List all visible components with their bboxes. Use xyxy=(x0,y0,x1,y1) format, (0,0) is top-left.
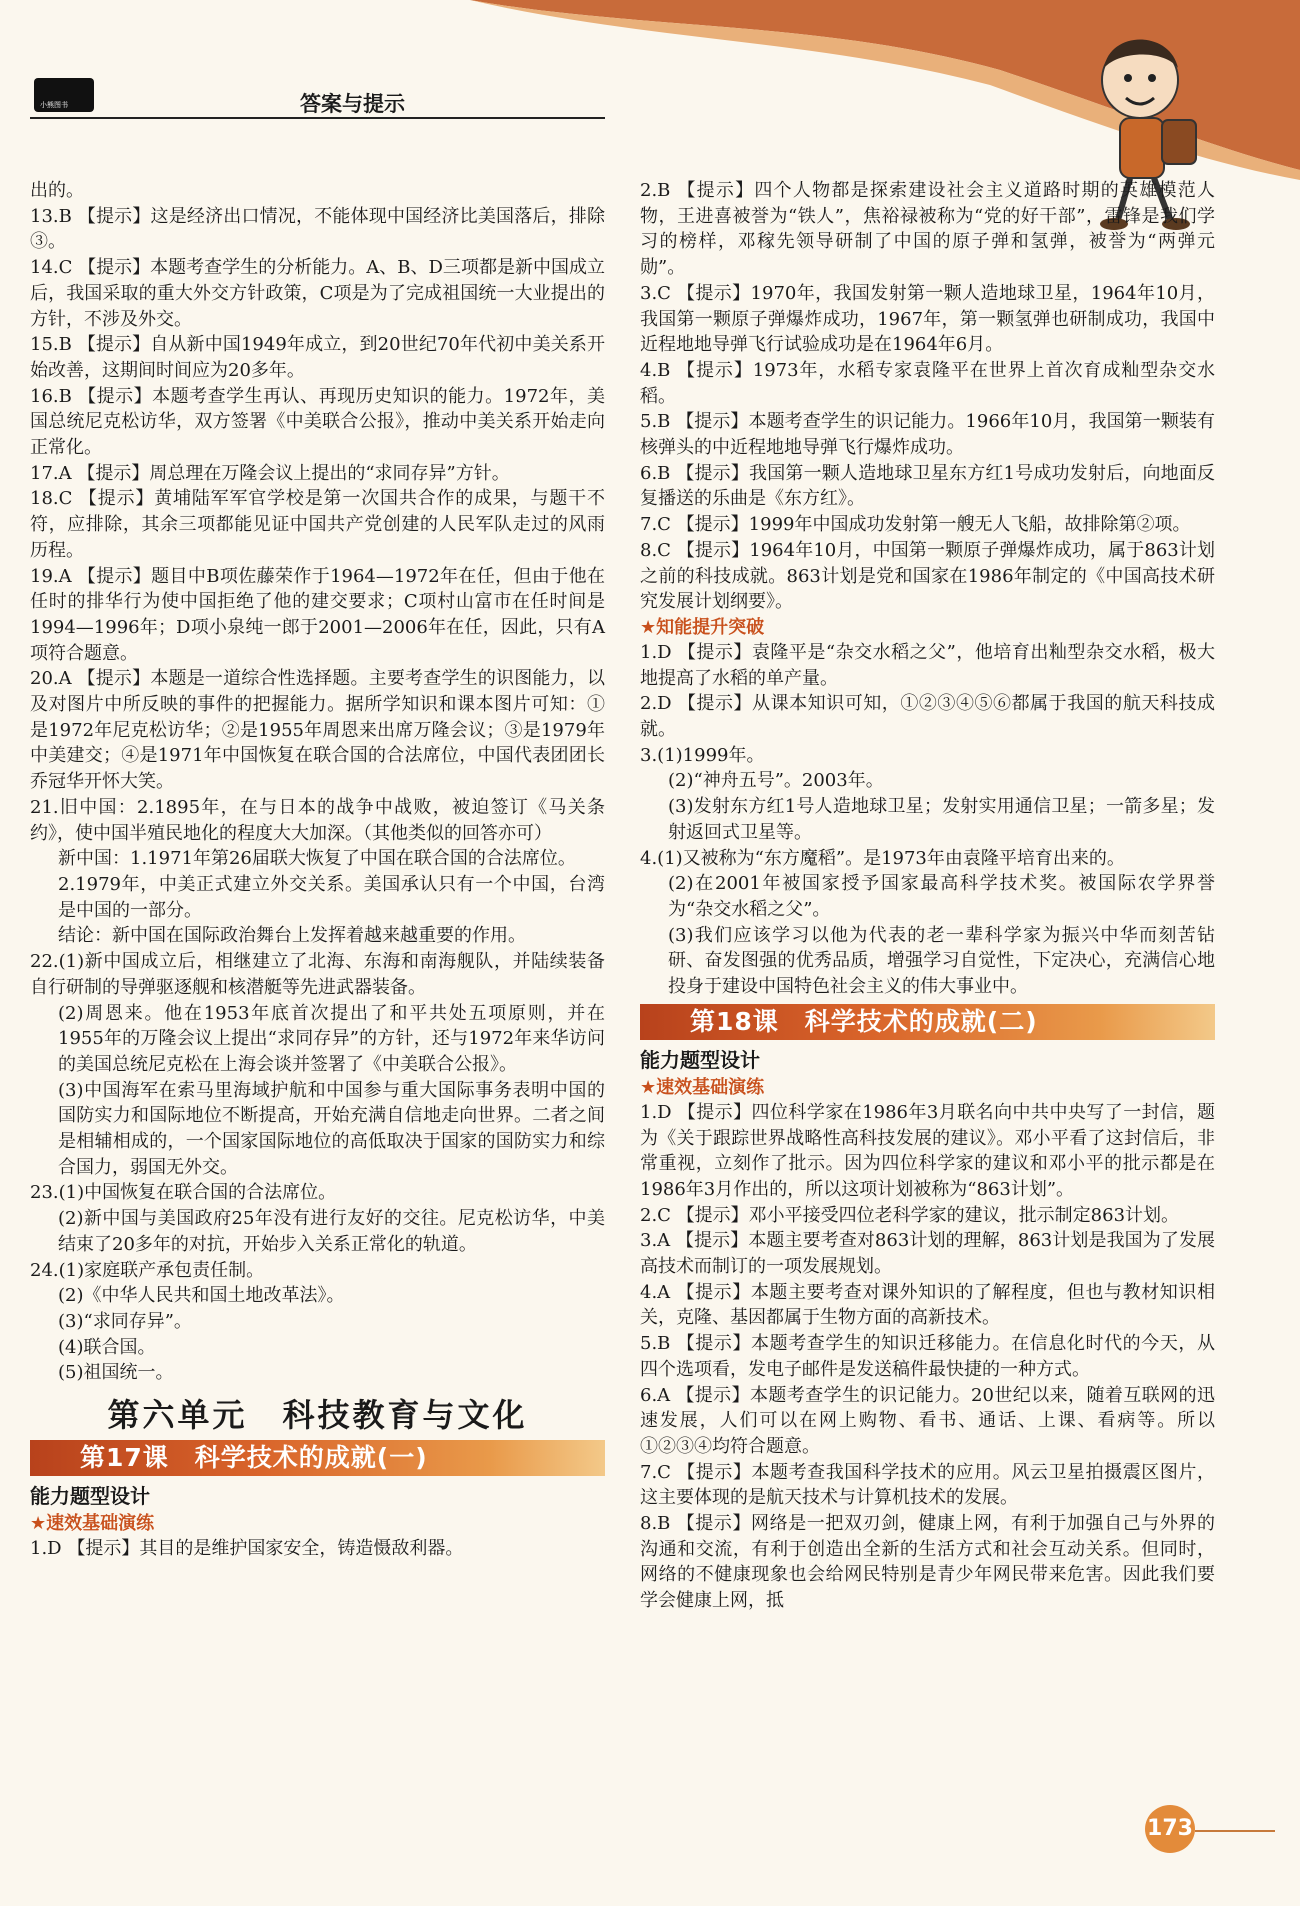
answer-item: 19.A 【提示】题目中B项佐藤荣作于1964—1972年在任，但由于他在任时的排华行为使中国拒绝了他的建交要求；C项村山富市在任时间是1994—1996年；D项小泉纯一郎于2001—2006年在任，因此，只有A项符合题意。 xyxy=(30,565,605,664)
answer-item: 1.D 【提示】其目的是维护国家安全，铸造慑敌利器。 xyxy=(30,1538,464,1560)
answer-item: 24.(1)家庭联产承包责任制。 xyxy=(30,1259,265,1281)
answer-item: 14.C 【提示】本题考查学生的分析能力。A、B、D三项都是新中国成立后，我国采取的重大外交方针政策，C项是为了完成祖国统一大业提出的方针，不涉及外交。 xyxy=(30,257,605,330)
lesson-18-title-bar: 第18课 科学技术的成就(二) xyxy=(640,1004,1215,1040)
answer-item: 20.A 【提示】本题是一道综合性选择题。主要考查学生的识图能力，以及对图片中所反映的事件的把握能力。据所学知识和课本图片可知：①是1972年尼克松访华；②是1955年周恩来出席万隆会议；③是1979年中美建交；④是1971年中国恢复在联合国的合法席位，中国代表团团长乔冠华开怀大笑。 xyxy=(30,668,605,793)
answer-item: 4.(1)又被称为“东方魔稻”。是1973年由袁隆平培育出来的。 xyxy=(640,847,1125,869)
answer-subitem: (3)我们应该学习以他为代表的老一辈科学家为振兴中华而刻苦钻研、奋发图强的优秀品质，增强学习自觉性，下定决心，充满信心地投身于建设中国特色社会主义的伟大事业中。 xyxy=(668,924,1215,998)
publisher-logo: 小熊图书 xyxy=(34,78,94,112)
answer-subitem: (3)中国海军在索马里海域护航和中国参与重大国际事务表明中国的国防实力和国际地位不断提高，开始充满自信地走向世界。二者之间是相辅相成的，一个国家国际地位的高低取决于国家的国防实力和综合国力，弱国无外交。 xyxy=(58,1079,605,1178)
answer-item: 8.C 【提示】1964年10月，中国第一颗原子弹爆炸成功，属于863计划之前的科技成就。863计划是党和国家在1986年制定的《中国高技术研究发展计划纲要》。 xyxy=(640,539,1215,613)
answer-item: 18.C 【提示】黄埔陆军军官学校是第一次国共合作的成果，与题干不符，应排除，其余三项都能见证中国共产党创建的人民军队走过的风雨历程。 xyxy=(30,488,605,561)
answer-item: 3.(1)1999年。 xyxy=(640,744,765,766)
answer-subitem: (2)新中国与美国政府25年没有进行友好的交往。尼克松访华，中美结束了20多年的对抗，开始步入关系正常化的轨道。 xyxy=(58,1208,605,1255)
drill-heading: ★速效基础演练 xyxy=(640,1076,765,1098)
answer-item: 4.B 【提示】1973年，水稻专家袁隆平在世界上首次育成籼型杂交水稻。 xyxy=(640,359,1215,407)
answer-item: 22.(1)新中国成立后，相继建立了北海、东海和南海舰队，并陆续装备自行研制的导弹驱逐舰和核潜艇等先进武器装备。 xyxy=(30,951,605,998)
answer-item: 4.A 【提示】本题主要考查对课外知识的了解程度，但也与教材知识相关，克隆、基因都属于生物方面的高新技术。 xyxy=(640,1281,1215,1329)
header-title: 答案与提示 xyxy=(300,92,405,116)
answer-subitem: (2)周恩来。他在1953年底首次提出了和平共处五项原则，并在1955年的万隆会议上提出“求同存异”的方针，还与1972年来华访问的美国总统尼克松在上海会谈并签署了《中美联合公报》。 xyxy=(58,1002,605,1075)
answer-item: 3.A 【提示】本题主要考查对863计划的理解，863计划是我国为了发展高技术而制订的一项发展规划。 xyxy=(640,1230,1215,1278)
answer-item: 6.B 【提示】我国第一颗人造地球卫星东方红1号成功发射后，向地面反复播送的乐曲是《东方红》。 xyxy=(640,462,1215,510)
answer-subitem: (3)“求同存异”。 xyxy=(58,1310,192,1332)
answer-item: 15.B 【提示】自从新中国1949年成立，到20世纪70年代初中美关系开始改善，这期间时间应为20多年。 xyxy=(30,334,605,381)
answer-subitem: (2)在2001年被国家授予国家最高科学技术奖。被国际农学界誉为“杂交水稻之父”。 xyxy=(668,873,1215,920)
answer-item: 2.C 【提示】邓小平接受四位老科学家的建议，批示制定863计划。 xyxy=(640,1204,1180,1226)
right-column xyxy=(640,178,1215,1614)
answer-subitem: 结论：新中国在国际政治舞台上发挥着越来越重要的作用。 xyxy=(58,925,526,947)
answer-subitem: 新中国：1.1971年第26届联大恢复了中国在联合国的合法席位。 xyxy=(58,848,576,870)
improve-heading: ★知能提升突破 xyxy=(640,616,765,638)
left-column xyxy=(30,178,605,1562)
drill-heading: ★速效基础演练 xyxy=(30,1513,155,1535)
answer-item: 16.B 【提示】本题考查学生再认、再现历史知识的能力。1972年，美国总统尼克松访华，双方签署《中美联合公报》，推动中美关系开始走向正常化。 xyxy=(30,385,605,459)
answer-item: 1.D 【提示】袁隆平是“杂交水稻之父”，他培育出籼型杂交水稻，极大地提高了水稻的单产量。 xyxy=(640,641,1215,689)
answer-item: 7.C 【提示】本题考查我国科学技术的应用。风云卫星拍摄震区图片，这主要体现的是航天技术与计算机技术的发展。 xyxy=(640,1461,1215,1509)
answer-item: 17.A 【提示】周总理在万隆会议上提出的“求同存异”方针。 xyxy=(30,462,510,484)
answer-subitem: (2)“神舟五号”。2003年。 xyxy=(668,770,884,792)
answer-item: 13.B 【提示】这是经济出口情况，不能体现中国经济比美国落后，排除③。 xyxy=(30,205,605,253)
answer-item: 7.C 【提示】1999年中国成功发射第一艘无人飞船，故排除第②项。 xyxy=(640,514,1191,536)
answer-subitem: (5)祖国统一。 xyxy=(58,1362,174,1384)
header-rule xyxy=(30,117,605,119)
answer-subitem: (3)发射东方红1号人造地球卫星；发射实用通信卫星；一箭多星；发射返回式卫星等。 xyxy=(668,796,1215,843)
answer-subitem: (4)联合国。 xyxy=(58,1336,156,1358)
answer-subitem: (2)《中华人民共和国土地改革法》。 xyxy=(58,1285,345,1307)
answer-item: 5.B 【提示】本题考查学生的知识迁移能力。在信息化时代的今天，从四个选项看，发电子邮件是发送稿件最快捷的一种方式。 xyxy=(640,1333,1215,1380)
page-number: 173 xyxy=(1145,1805,1195,1853)
answer-item: 2.B 【提示】四个人物都是探索建设社会主义道路时期的英雄模范人物，王进喜被誉为“铁人”，焦裕禄被称为“党的好干部”，雷锋是我们学习的榜样，邓稼先领导研制了中国的原子弹和氢弹，被誉为“两弹元勋”。 xyxy=(640,180,1215,279)
answer-item: 23.(1)中国恢复在联合国的合法席位。 xyxy=(30,1182,337,1204)
unit-title: 第六单元 科技教育与文化 xyxy=(107,1396,528,1435)
answer-item: 6.A 【提示】本题考查学生的识记能力。20世纪以来，随着互联网的迅速发展，人们可以在网上购物、看书、通话、上课、看病等。所以①②③④均符合题意。 xyxy=(640,1384,1215,1457)
lesson-17-title-bar: 第17课 科学技术的成就(一) xyxy=(30,1440,605,1476)
answer-item: 出的。 xyxy=(30,180,84,201)
answer-item: 1.D 【提示】四位科学家在1986年3月联名向中共中央写了一封信，题为《关于跟踪世界战略性高科技发展的建议》。邓小平看了这封信后，非常重视，立刻作了批示。因为四位科学家的建议和邓小平的批示都是在1986年3月作出的，所以这项计划被称为“863计划”。 xyxy=(640,1101,1215,1200)
section-heading: 能力题型设计 xyxy=(30,1484,150,1509)
answer-subitem: 2.1979年，中美正式建立外交关系。美国承认只有一个中国，台湾是中国的一部分。 xyxy=(58,873,605,921)
answer-item: 3.C 【提示】1970年，我国发射第一颗人造地球卫星，1964年10月，我国第一颗原子弹爆炸成功，1967年，第一颗氢弹也研制成功，我国中近程地地导弹飞行试验成功是在1964年6月。 xyxy=(640,282,1215,356)
answer-item: 21.旧中国：2.1895年，在与日本的战争中战败，被迫签订《马关条约》，使中国半殖民地化的程度大大加深。（其他类似的回答亦可） xyxy=(30,796,605,844)
answer-item: 8.B 【提示】网络是一把双刃剑，健康上网，有利于加强自己与外界的沟通和交流，有利于创造出全新的生活方式和社会互动关系。但同时，网络的不健康现象也会给网民特别是青少年网民带来危害。因此我们要学会健康上网，抵 xyxy=(640,1513,1215,1612)
answer-item: 2.D 【提示】从课本知识可知，①②③④⑤⑥都属于我国的航天科技成就。 xyxy=(640,693,1215,741)
answer-item: 5.B 【提示】本题考查学生的识记能力。1966年10月，我国第一颗装有核弹头的中近程地地导弹飞行爆炸成功。 xyxy=(640,411,1215,459)
section-heading: 能力题型设计 xyxy=(640,1047,760,1072)
page-number-rule xyxy=(1195,1830,1275,1832)
